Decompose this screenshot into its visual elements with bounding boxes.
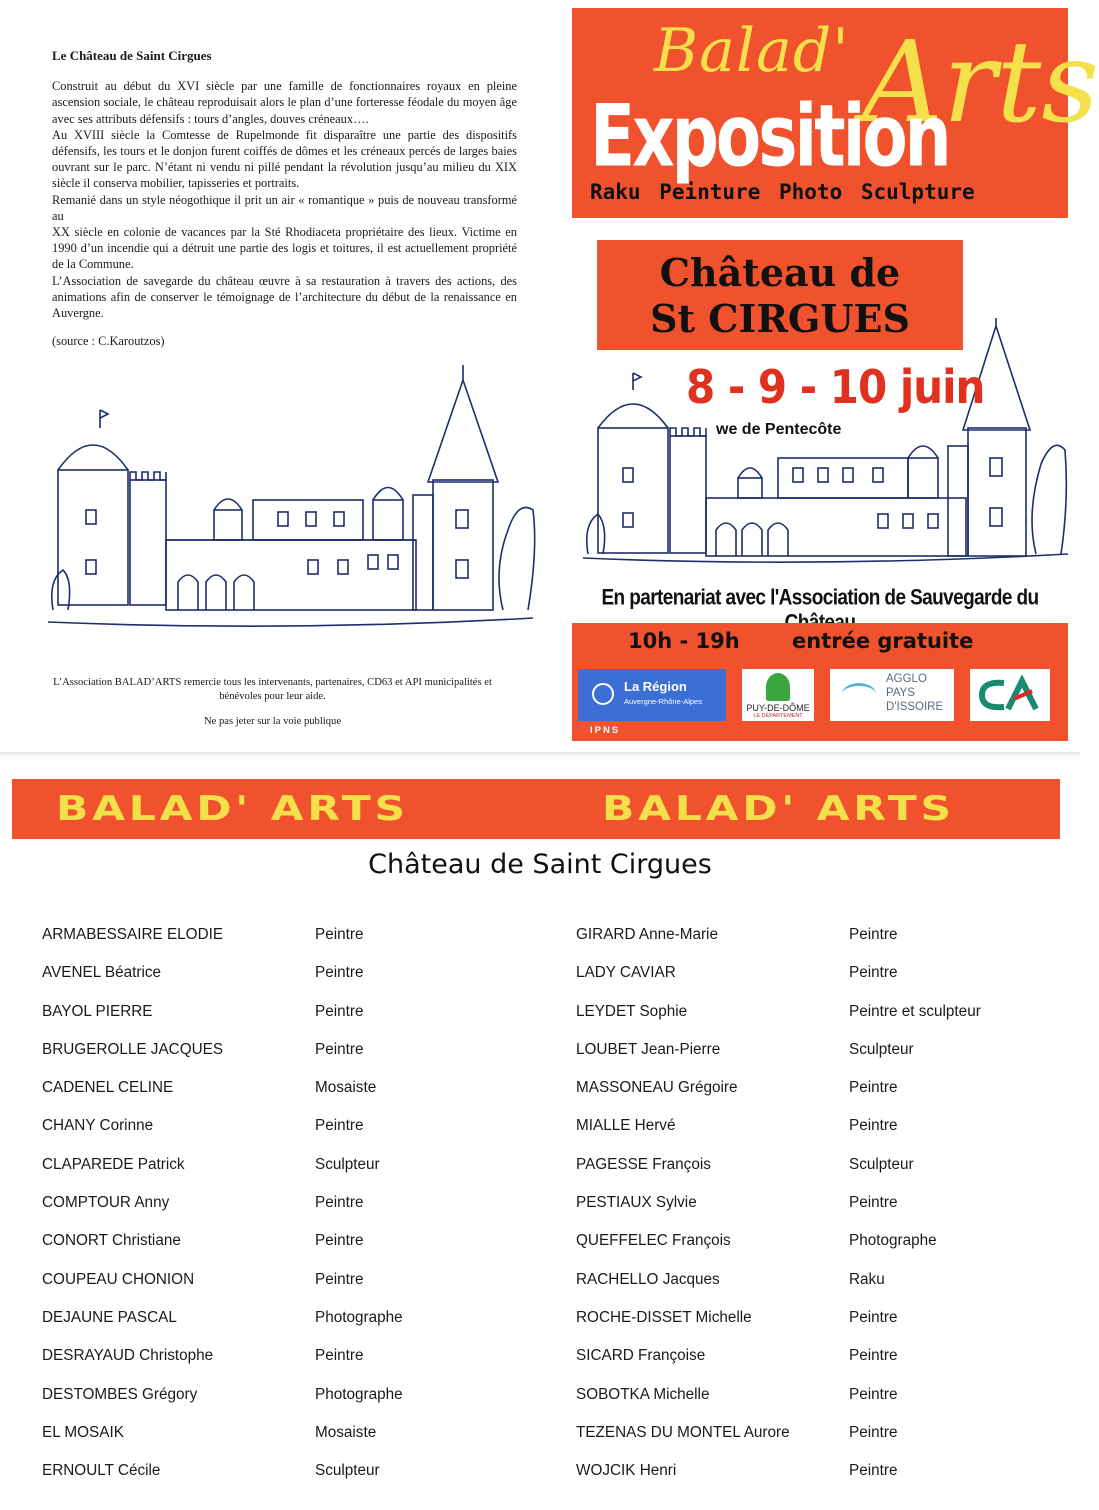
history-body xyxy=(52,78,517,321)
artist-name: CADENEL CELINE xyxy=(42,1079,174,1097)
artist-role: Sculpteur xyxy=(849,1155,914,1173)
artist-role: Sculpteur xyxy=(849,1040,914,1058)
info-band xyxy=(572,623,1068,741)
artist-name: SICARD Françoise xyxy=(576,1347,706,1365)
artist-role: Raku xyxy=(849,1270,885,1288)
artist-row xyxy=(42,1456,542,1494)
artist-row xyxy=(576,1073,1056,1111)
artist-name: PESTIAUX Sylvie xyxy=(576,1194,697,1212)
artist-row xyxy=(576,1456,1056,1494)
artist-name: LEYDET Sophie xyxy=(576,1002,688,1020)
brand-balad: Balad' xyxy=(654,16,850,86)
artist-role: Photographe xyxy=(315,1385,403,1403)
artist-row xyxy=(42,1226,542,1264)
puy-de-dome-logo xyxy=(742,669,814,721)
artist-role: Peintre xyxy=(315,1194,364,1212)
artist-row xyxy=(576,1111,1056,1149)
artist-name: RACHELLO Jacques xyxy=(576,1270,720,1288)
artist-row xyxy=(576,1150,1056,1188)
artist-role: Mosaiste xyxy=(315,1423,377,1441)
credit-agricole-logo xyxy=(970,669,1050,721)
artist-role: Peintre xyxy=(849,1308,898,1326)
artist-row xyxy=(42,997,542,1035)
artist-name: MIALLE Hervé xyxy=(576,1117,676,1135)
artist-role: Peintre xyxy=(315,1232,364,1250)
artists-column-left xyxy=(42,920,542,1494)
artist-name: CONORT Christiane xyxy=(42,1232,181,1250)
artist-role: Peintre xyxy=(315,964,364,982)
puy-logo-name: PUY-DE-DÔME xyxy=(746,703,810,713)
artist-row xyxy=(42,1188,542,1226)
artist-row xyxy=(42,1073,542,1111)
artist-name: SOBOTKA Michelle xyxy=(576,1385,710,1403)
list-banner xyxy=(12,779,1060,839)
artist-name: BAYOL PIERRE xyxy=(42,1002,153,1020)
artist-role: Peintre xyxy=(849,964,898,982)
artist-row xyxy=(576,1380,1056,1418)
history-paragraph: Remanié dans un style néogothique il prit un air « romantique » puis de nouveau transformé au xyxy=(52,192,517,223)
artist-name: ARMABESSAIRE ELODIE xyxy=(42,926,224,943)
artist-role: Peintre xyxy=(849,1194,898,1212)
banner-text-left: BALAD' ARTS xyxy=(56,789,409,829)
artist-row xyxy=(576,920,1056,958)
artist-role: Peintre xyxy=(315,1347,364,1365)
artist-row xyxy=(576,1303,1056,1341)
venue-line-1: Château de xyxy=(659,250,901,295)
agglo-line-2: PAYS xyxy=(886,687,915,699)
artist-role: Peintre et sculpteur xyxy=(849,1002,981,1020)
wave-icon xyxy=(842,683,876,705)
artists-list-title: Château de Saint Cirgues xyxy=(368,849,712,880)
artist-name: ROCHE-DISSET Michelle xyxy=(576,1308,752,1326)
artist-role: Sculpteur xyxy=(315,1155,380,1173)
artist-name: GIRARD Anne-Marie xyxy=(576,926,718,943)
artist-name: CHANY Corinne xyxy=(42,1117,154,1135)
artist-name: TEZENAS DU MONTEL Aurore xyxy=(576,1423,790,1441)
artist-name: MASSONEAU Grégoire xyxy=(576,1079,738,1097)
poster-header xyxy=(572,8,1099,218)
artists-column-right xyxy=(576,920,1056,1494)
region-logo-name: La Région xyxy=(624,679,687,694)
artist-role: Peintre xyxy=(849,1347,898,1365)
artist-name: LOUBET Jean-Pierre xyxy=(576,1040,721,1058)
artist-row xyxy=(42,920,542,958)
artist-role: Photographe xyxy=(849,1232,937,1250)
artist-role: Sculpteur xyxy=(315,1462,380,1480)
chateau-drawing-right xyxy=(578,318,1070,588)
artist-row xyxy=(576,1226,1056,1264)
artist-role: Peintre xyxy=(849,1423,898,1441)
artist-name: LADY CAVIAR xyxy=(576,964,676,982)
artist-role: Peintre xyxy=(315,1270,364,1288)
artist-row xyxy=(576,1341,1056,1379)
chateau-drawing-left xyxy=(38,360,538,640)
free-entry: entrée gratuite xyxy=(792,629,974,653)
artist-role: Photographe xyxy=(315,1308,403,1326)
artist-name: BRUGEROLLE JACQUES xyxy=(42,1040,224,1058)
history-paragraph: Construit au début du XVI siècle par une famille de fonctionnaires royaux en pleine ascension sociale, le château reproduisait alors le plan d’une forteresse féodale du moyen âge avec ses attributs défensifs : tours d’angles, douves créneaux…. xyxy=(52,79,517,126)
disciplines-line: Raku Peinture Photo Sculpture xyxy=(590,180,975,204)
leaf-icon xyxy=(766,673,790,701)
artist-name: AVENEL Béatrice xyxy=(42,964,162,982)
artist-row xyxy=(42,1265,542,1303)
banner-text-right: BALAD' ARTS xyxy=(602,789,955,829)
region-mark-icon xyxy=(592,683,614,705)
artist-row xyxy=(42,1418,542,1456)
artist-row xyxy=(42,1035,542,1073)
artist-role: Peintre xyxy=(315,1117,364,1135)
artist-role: Peintre xyxy=(849,1079,898,1097)
agglo-line-3: D'ISSOIRE xyxy=(886,701,944,713)
artist-name: WOJCIK Henri xyxy=(576,1462,677,1480)
artist-name: DESTOMBES Grégory xyxy=(42,1385,198,1403)
artist-row xyxy=(576,1188,1056,1226)
history-paragraph: XX siècle en colonie de vacances par la Sté Rhodiaceta propriétaire des lieux. Victime en 1990 d’un incendie qui a détruit une partie des logis et toitures, il est actuellement propriété de la Commune. xyxy=(52,225,517,272)
agglo-issoire-logo xyxy=(830,669,954,721)
exposition-title: Exposition xyxy=(590,86,949,187)
artist-role: Peintre xyxy=(849,1385,898,1403)
artist-name: CLAPAREDE Patrick xyxy=(42,1155,185,1173)
region-logo-sub: Auvergne-Rhône-Alpes xyxy=(624,697,702,706)
no-litter-note: Ne pas jeter sur la voie publique xyxy=(203,716,342,727)
ipns-mark: IPNS xyxy=(590,725,621,736)
event-weekend: we de Pentecôte xyxy=(716,421,842,438)
history-paragraph: L’Association de savegarde du château œuvre à sa restauration à travers des actions, des animations afin de conserver le témoignage de l’architecture du début de la renaissance en Auvergne. xyxy=(52,273,517,321)
artist-role: Peintre xyxy=(849,1462,898,1480)
opening-hours: 10h - 19h xyxy=(628,629,740,653)
brand-arts: Arts xyxy=(862,18,1099,148)
artist-name: EL MOSAIK xyxy=(42,1423,124,1441)
artist-row xyxy=(42,958,542,996)
artist-role: Mosaiste xyxy=(315,1079,377,1097)
artist-role: Peintre xyxy=(315,1040,364,1058)
agglo-line-1: AGGLO xyxy=(886,673,927,685)
artist-row xyxy=(576,1418,1056,1456)
artist-row xyxy=(42,1111,542,1149)
artist-name: COUPEAU CHONION xyxy=(42,1270,195,1288)
artist-role: Peintre xyxy=(849,1117,898,1135)
artist-row xyxy=(576,1265,1056,1303)
artist-name: PAGESSE François xyxy=(576,1155,711,1173)
artist-name: DESRAYAUD Christophe xyxy=(42,1347,214,1365)
artist-row xyxy=(576,958,1056,996)
artist-row xyxy=(42,1150,542,1188)
venue-line-2: St CIRGUES xyxy=(650,296,910,341)
event-dates: 8 - 9 - 10 juin xyxy=(686,360,985,414)
artist-name: DEJAUNE PASCAL xyxy=(42,1308,177,1326)
artist-row xyxy=(576,1035,1056,1073)
history-source: (source : C.Karoutzos) xyxy=(52,334,165,349)
artist-name: QUEFFELEC François xyxy=(576,1232,731,1250)
puy-logo-sub: LE DÉPARTEMENT xyxy=(753,713,803,719)
artist-row xyxy=(42,1341,542,1379)
artist-name: ERNOULT Cécile xyxy=(42,1462,161,1480)
partnership-line: En partenariat avec l'Association de Sauvegarde du xyxy=(601,586,1039,611)
thanks-note: L’Association BALAD’ARTS remercie tous les intervenants, partenaires, CD63 et API municipalités et bénévoles pour leur aide. xyxy=(53,677,492,702)
chateau-history xyxy=(52,48,517,349)
history-paragraph: Au XVIII siècle la Comtesse de Rupelmonde fit disparaître une partie des dispositifs défensifs, les tours et le donjon furent coiffés de dômes et les créneaux percés de larges baies ouvrant sur le parc. N’étant ni vendu ni pillé pendant la révolution jusqu’au milieu du XIX siècle il conserva mobilier, tapisseries et portraits. xyxy=(52,127,517,191)
page-divider xyxy=(0,752,1080,758)
artist-role: Peintre xyxy=(315,926,364,943)
artist-row xyxy=(42,1380,542,1418)
artist-row xyxy=(576,997,1056,1035)
region-logo xyxy=(578,669,726,721)
artist-role: Peintre xyxy=(315,1002,364,1020)
artist-row xyxy=(42,1303,542,1341)
history-title: Le Château de Saint Cirgues xyxy=(52,48,212,63)
artist-name: COMPTOUR Anny xyxy=(42,1194,170,1212)
credit-agricole-icon xyxy=(970,669,1050,721)
artist-role: Peintre xyxy=(849,926,898,943)
